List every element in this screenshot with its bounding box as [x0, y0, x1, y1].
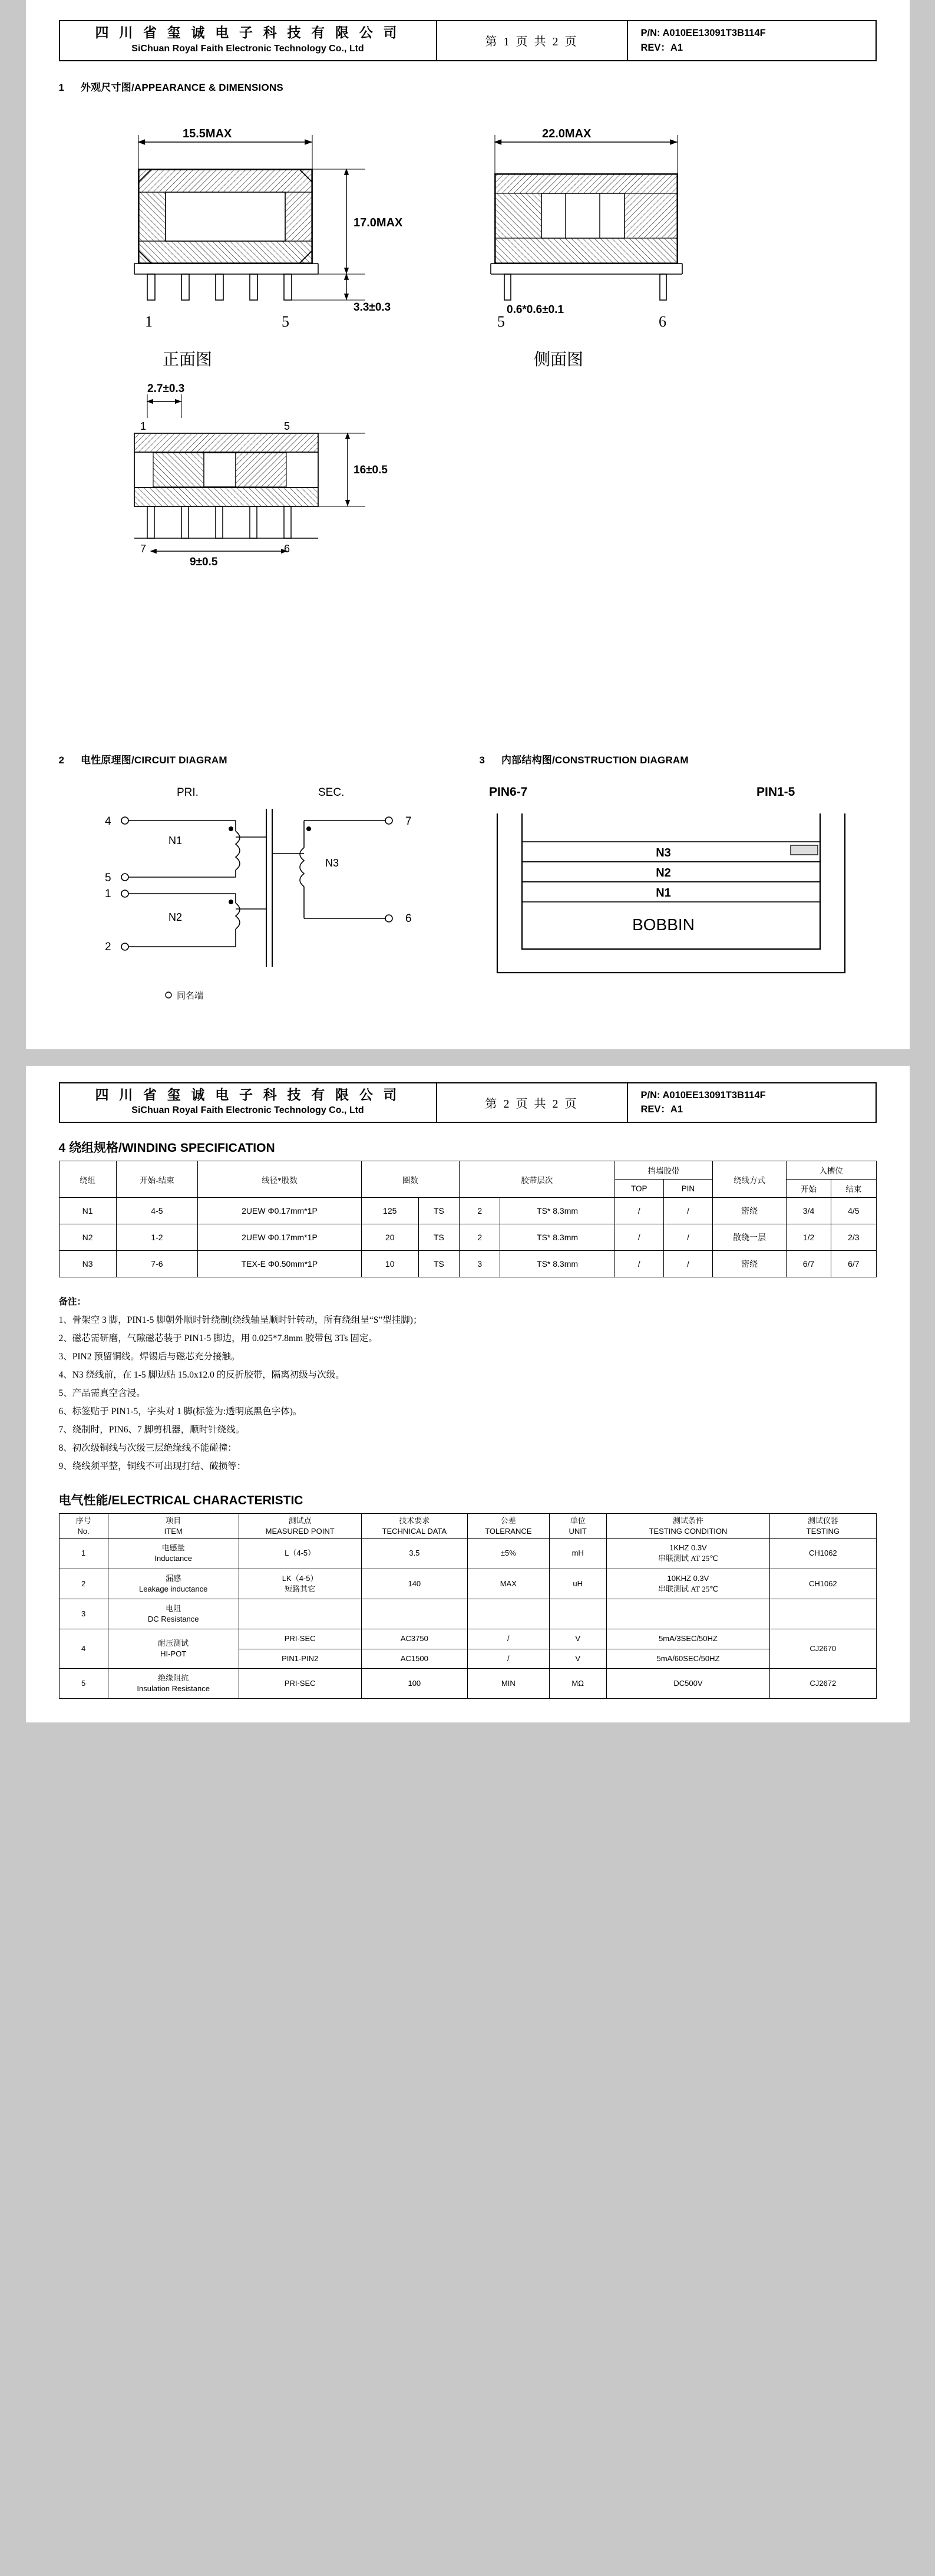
- th-barrier-pin: PIN: [663, 1180, 712, 1198]
- appearance-drawings: [59, 100, 877, 730]
- cell-item-en: Leakage inductance: [138, 1584, 208, 1593]
- cell-group: N2: [59, 1224, 116, 1251]
- dim-bottom-height: 16±0.5: [353, 463, 388, 476]
- front-pin-5: 5: [281, 312, 289, 330]
- cell-slot-end: 4/5: [831, 1198, 876, 1224]
- cell-no: 1: [59, 1539, 108, 1569]
- cell-item-en: HI-POT: [160, 1649, 187, 1658]
- cell-instrument: CH1062: [770, 1569, 876, 1599]
- revision-2: REV：A1: [640, 1104, 683, 1115]
- th-technical-data: [361, 1514, 467, 1539]
- section-2-number: 2: [58, 754, 64, 766]
- note-item: 6、标签贴于 PIN1-5，字头对 1 脚(标签为:透明底黑色字体)。: [58, 1406, 302, 1417]
- cell-item-cn: 耐压测试: [158, 1638, 189, 1648]
- cell-measured-point: PRI-SEC: [239, 1668, 361, 1698]
- th-group: 绕组: [59, 1161, 116, 1198]
- th-ti-en: TESTING: [806, 1526, 840, 1536]
- side-pin-6: 6: [658, 312, 666, 330]
- page-1-header: [59, 20, 877, 61]
- bottom-pin-1: 1: [140, 420, 146, 432]
- circuit-dot-note: 同名端: [176, 991, 203, 1001]
- circuit-n1-label: N1: [168, 834, 182, 846]
- cell-group: N3: [59, 1251, 116, 1277]
- front-pin-1: 1: [144, 312, 153, 330]
- cell-measured-point: PIN1-PIN2: [239, 1649, 361, 1668]
- cell-item-en: DC Resistance: [147, 1615, 199, 1624]
- cell-turn-unit: TS: [418, 1198, 459, 1224]
- construction-pin-right: PIN1-5: [756, 785, 795, 799]
- cell-instrument: [770, 1599, 876, 1629]
- winding-header-row-1: [59, 1161, 876, 1180]
- table-row: [59, 1198, 876, 1224]
- cell-item-cn: 漏感: [166, 1573, 181, 1583]
- cell-tolerance: /: [467, 1649, 549, 1668]
- cell-unit: V: [549, 1649, 606, 1668]
- th-testing-condition: [606, 1514, 769, 1539]
- th-ti-cn: 测试仪器: [807, 1516, 838, 1526]
- th-td-en: TECHNICAL DATA: [382, 1526, 447, 1536]
- note-item: 1、骨架空 3 脚，PIN1-5 脚朝外顺时针绕制(绕线轴呈顺时针转动，所有绕组呈“S”型挂脚)；: [58, 1315, 422, 1326]
- cell-barrier-pin: /: [663, 1251, 712, 1277]
- th-barrier-top: TOP: [614, 1180, 663, 1198]
- company-block: [60, 21, 437, 60]
- cell-tolerance: [467, 1599, 549, 1629]
- th-mp-en: MEASURED POINT: [265, 1526, 335, 1536]
- cell-item: [108, 1629, 239, 1668]
- cell-slot-end: 2/3: [831, 1224, 876, 1251]
- circuit-pin-4: 4: [104, 815, 111, 828]
- cell-wire: 2UEW Φ0.17mm*1P: [198, 1198, 361, 1224]
- page-number-1: 第 1 页 共 2 页: [437, 21, 628, 60]
- company-name-cn: 四 川 省 玺 诚 电 子 科 技 有 限 公 司: [95, 25, 401, 40]
- cell-tape-spec: TS* 8.3mm: [500, 1224, 614, 1251]
- cell-wire: TEX-E Φ0.50mm*1P: [198, 1251, 361, 1277]
- circuit-sec-label: SEC.: [318, 786, 344, 799]
- table-row: [59, 1539, 876, 1569]
- cell-barrier-pin: /: [663, 1224, 712, 1251]
- section-2-text: 电性原理图/CIRCUIT DIAGRAM: [80, 754, 227, 766]
- th-unit: [549, 1514, 606, 1539]
- cell-no: 2: [59, 1569, 108, 1599]
- part-number-2: P/N: A010EE13091T3B114F: [640, 1089, 766, 1101]
- cell-measured-point: L（4-5）: [239, 1539, 361, 1569]
- cell-slot-end: 6/7: [831, 1251, 876, 1277]
- cell-turns: 125: [361, 1198, 418, 1224]
- cell-tolerance: MIN: [467, 1668, 549, 1698]
- table-row: [59, 1569, 876, 1599]
- cell-tolerance: /: [467, 1629, 549, 1649]
- cell-instrument: CH1062: [770, 1539, 876, 1569]
- cell-technical-data: 140: [361, 1569, 467, 1599]
- section-3-col: [480, 734, 877, 1026]
- th-testing-instrument: [770, 1514, 876, 1539]
- cell-wire: 2UEW Φ0.17mm*1P: [198, 1224, 361, 1251]
- page-2-header: [59, 1082, 877, 1124]
- th-td-cn: 技术要求: [399, 1516, 430, 1526]
- note-item: 8、初次级铜线与次级三层绝缘线不能碰撞：: [58, 1443, 237, 1454]
- cell-slot-start: 6/7: [786, 1251, 831, 1277]
- cell-testing-condition: 5mA/3SEC/50HZ: [606, 1629, 769, 1649]
- th-slot-start: 开始: [786, 1180, 831, 1198]
- th-measured-point: [239, 1514, 361, 1539]
- part-info-2: [628, 1083, 875, 1122]
- circuit-n3-label: N3: [325, 857, 339, 869]
- construction-pin-left: PIN6-7: [488, 785, 527, 799]
- cell-testing-condition: [606, 1569, 769, 1599]
- th-unit-cn: 单位: [570, 1516, 586, 1526]
- th-slot: 入槽位: [786, 1161, 876, 1180]
- cell-slot-start: 1/2: [786, 1224, 831, 1251]
- construction-layer-n1: N1: [655, 886, 671, 900]
- cell-tape-layers: 3: [460, 1251, 500, 1277]
- cell-no: 4: [59, 1629, 108, 1668]
- cell-technical-data: AC3750: [361, 1629, 467, 1649]
- bottom-pin-6: 6: [283, 542, 290, 555]
- part-number-1: P/N: A010EE13091T3B114F: [640, 28, 766, 39]
- cell-measured-point: [239, 1599, 361, 1629]
- section-2-title: [59, 752, 456, 766]
- section-4-title: 4 绕组规格/WINDING SPECIFICATION: [58, 1141, 275, 1155]
- th-start-end: 开始-结束: [116, 1161, 198, 1198]
- notes-block: [59, 1293, 877, 1475]
- section-1-title: [59, 79, 877, 94]
- cell-technical-data: 100: [361, 1668, 467, 1698]
- cell-barrier-top: /: [614, 1198, 663, 1224]
- note-item: 9、绕线须平整，铜线不可出现打结、破损等：: [58, 1461, 246, 1472]
- note-item: 7、绕制时，PIN6、7 脚剪机器，顺时针绕线。: [58, 1425, 245, 1435]
- cell-tolerance: ±5%: [467, 1539, 549, 1569]
- cell-item-en: Insulation Resistance: [137, 1684, 210, 1693]
- company-name-cn-2: 四 川 省 玺 诚 电 子 科 技 有 限 公 司: [95, 1087, 401, 1102]
- cell-item: [108, 1539, 239, 1569]
- cell-group: N1: [59, 1198, 116, 1224]
- cell-no: 3: [59, 1599, 108, 1629]
- th-tape: 胶带层次: [460, 1161, 615, 1198]
- page-2: [26, 1066, 910, 1723]
- cell-cond-line2: 串联测试 AT 25℃: [658, 1554, 718, 1563]
- sections-2-3-row: [59, 734, 877, 1026]
- company-name-en: SiChuan Royal Faith Electronic Technology Co., Ltd: [131, 43, 364, 54]
- cell-tape-layers: 2: [460, 1224, 500, 1251]
- th-tc-en: TESTING CONDITION: [649, 1526, 728, 1536]
- circuit-diagram-svg: [59, 772, 448, 1026]
- page-number-2: 第 2 页 共 2 页: [437, 1083, 628, 1122]
- cell-turns: 20: [361, 1224, 418, 1251]
- cell-barrier-pin: /: [663, 1198, 712, 1224]
- cell-method: 密绕: [713, 1251, 787, 1277]
- th-unit-en: UNIT: [569, 1526, 587, 1536]
- th-item-cn: 项目: [166, 1516, 181, 1526]
- cell-measured-point: PRI-SEC: [239, 1629, 361, 1649]
- cell-item-en: Inductance: [154, 1554, 192, 1563]
- revision-1: REV：A1: [640, 42, 683, 53]
- th-wire: 线径*股数: [198, 1161, 361, 1198]
- th-no-en: No.: [77, 1526, 90, 1536]
- winding-specification-table: [59, 1161, 877, 1277]
- circuit-pin-6: 6: [405, 912, 412, 925]
- cell-testing-condition: 5mA/60SEC/50HZ: [606, 1649, 769, 1668]
- cell-instrument: CJ2672: [770, 1668, 876, 1698]
- th-turns: 圈数: [361, 1161, 459, 1198]
- bottom-pin-7: 7: [140, 542, 146, 555]
- cell-unit: MΩ: [549, 1668, 606, 1698]
- cell-item-cn: 电感量: [161, 1543, 185, 1553]
- th-item: [108, 1514, 239, 1539]
- section-5-title: 电气性能/ELECTRICAL CHARACTERISTIC: [58, 1494, 303, 1508]
- cell-unit: mH: [549, 1539, 606, 1569]
- dimension-drawing-svg: [59, 100, 878, 730]
- section-2-col: [59, 734, 456, 1026]
- dim-pin-size: 0.6*0.6±0.1: [506, 303, 564, 316]
- cell-barrier-top: /: [614, 1224, 663, 1251]
- table-row: [59, 1629, 876, 1649]
- side-view-label: 侧面图: [533, 350, 583, 369]
- cell-turn-unit: TS: [418, 1251, 459, 1277]
- construction-diagram-svg: [480, 772, 868, 1026]
- front-view-label: 正面图: [162, 350, 212, 369]
- cell-tape-spec: TS* 8.3mm: [500, 1198, 614, 1224]
- cell-testing-condition: [606, 1599, 769, 1629]
- note-item: 5、产品需真空含浸。: [58, 1388, 146, 1399]
- cell-testing-condition: DC500V: [606, 1668, 769, 1698]
- th-tolerance: [467, 1514, 549, 1539]
- cell-method: 密绕: [713, 1198, 787, 1224]
- table-row: [59, 1599, 876, 1629]
- table-row: [59, 1251, 876, 1277]
- page-1: [26, 0, 910, 1049]
- circuit-pin-2: 2: [104, 940, 111, 953]
- table-row: [59, 1224, 876, 1251]
- company-name-en-2: SiChuan Royal Faith Electronic Technology Co., Ltd: [131, 1105, 364, 1116]
- cell-cond-line1: 10KHZ 0.3V: [667, 1573, 709, 1583]
- cell-start-end: 1-2: [116, 1224, 198, 1251]
- electrical-characteristic-table: [59, 1513, 877, 1699]
- cell-barrier-top: /: [614, 1251, 663, 1277]
- circuit-n2-label: N2: [168, 911, 182, 923]
- circuit-pin-7: 7: [405, 815, 412, 828]
- cell-item: [108, 1668, 239, 1698]
- th-tc-cn: 测试条件: [672, 1516, 703, 1526]
- note-item: 2、磁芯需研磨，气隙磁芯装于 PIN1-5 脚边，用 0.025*7.8mm 胶带包 3Ts 固定。: [58, 1333, 378, 1344]
- cell-item-cn: 绝缘阻抗: [158, 1673, 189, 1682]
- cell-technical-data: [361, 1599, 467, 1629]
- circuit-pin-5: 5: [104, 871, 111, 884]
- th-tol-en: TOLERANCE: [485, 1526, 532, 1536]
- part-info-1: [628, 21, 875, 60]
- th-barrier: 挡墙胶带: [614, 1161, 712, 1180]
- cell-technical-data: 3.5: [361, 1539, 467, 1569]
- cell-start-end: 4-5: [116, 1198, 198, 1224]
- th-mp-cn: 测试点: [288, 1516, 312, 1526]
- notes-title: 备注：: [58, 1297, 87, 1307]
- dim-width-top: 15.5MAX: [182, 127, 232, 140]
- dim-pitch: 2.7±0.3: [147, 382, 184, 395]
- cell-slot-start: 3/4: [786, 1198, 831, 1224]
- cell-no: 5: [59, 1668, 108, 1698]
- cell-unit: [549, 1599, 606, 1629]
- cell-unit: uH: [549, 1569, 606, 1599]
- cell-unit: V: [549, 1629, 606, 1649]
- dim-pin-length: 3.3±0.3: [353, 301, 391, 314]
- cell-method: 散绕一层: [713, 1224, 787, 1251]
- cell-tape-spec: TS* 8.3mm: [500, 1251, 614, 1277]
- dim-bottom-width: 9±0.5: [189, 555, 217, 568]
- th-tol-cn: 公差: [500, 1516, 516, 1526]
- dim-side-width: 22.0MAX: [541, 127, 591, 140]
- cell-tape-layers: 2: [460, 1198, 500, 1224]
- table-row: [59, 1668, 876, 1698]
- cell-turns: 10: [361, 1251, 418, 1277]
- th-no-cn: 序号: [75, 1516, 91, 1526]
- cell-start-end: 7-6: [116, 1251, 198, 1277]
- cell-measured-point: [239, 1569, 361, 1599]
- section-3-number: 3: [479, 754, 485, 766]
- construction-layer-n3: N3: [655, 846, 671, 859]
- dim-height: 17.0MAX: [353, 216, 402, 229]
- cell-technical-data: AC1500: [361, 1649, 467, 1668]
- cell-point-line1: LK（4-5）: [282, 1573, 318, 1583]
- cell-item: [108, 1599, 239, 1629]
- side-pin-5: 5: [497, 312, 505, 330]
- cell-turn-unit: TS: [418, 1224, 459, 1251]
- th-method: 绕线方式: [713, 1161, 787, 1198]
- circuit-pri-label: PRI.: [176, 786, 199, 799]
- cell-tolerance: MAX: [467, 1569, 549, 1599]
- cell-cond-line1: 1KHZ 0.3V: [669, 1543, 707, 1553]
- cell-testing-condition: [606, 1539, 769, 1569]
- construction-bobbin-label: BOBBIN: [632, 915, 695, 934]
- th-slot-end: 结束: [831, 1180, 876, 1198]
- note-item: 3、PIN2 预留铜线。焊锡后与磁芯充分接触。: [58, 1352, 240, 1362]
- section-1-text: 外观尺寸图/APPEARANCE & DIMENSIONS: [80, 81, 283, 93]
- construction-layer-n2: N2: [655, 866, 671, 879]
- section-3-text: 内部结构图/CONSTRUCTION DIAGRAM: [501, 754, 689, 766]
- section-1-number: 1: [58, 81, 64, 93]
- cell-item: [108, 1569, 239, 1599]
- cell-cond-line2: 串联测试 AT 25℃: [658, 1584, 718, 1593]
- th-item-en: ITEM: [164, 1526, 183, 1536]
- circuit-pin-1: 1: [104, 887, 111, 900]
- cell-instrument: CJ2670: [770, 1629, 876, 1668]
- elec-header-row: [59, 1514, 876, 1539]
- section-3-title: [480, 752, 877, 766]
- cell-item-cn: 电阻: [166, 1603, 181, 1613]
- th-no: [59, 1514, 108, 1539]
- bottom-pin-5: 5: [283, 420, 290, 432]
- company-block-2: [60, 1083, 437, 1122]
- cell-point-line2: 短路其它: [285, 1584, 316, 1593]
- note-item: 4、N3 绕线前，在 1-5 脚边贴 15.0x12.0 的反折胶带，隔离初级与次级。: [58, 1370, 345, 1381]
